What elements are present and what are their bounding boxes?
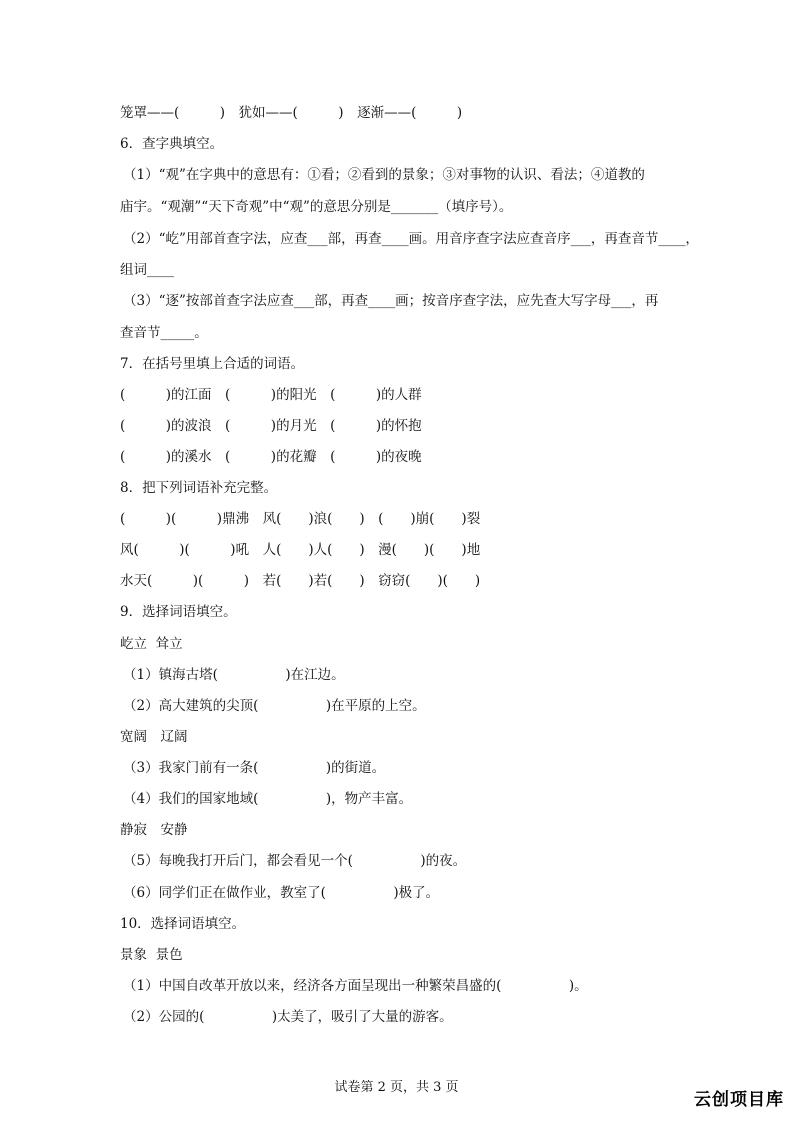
vocab-line: 笼罩——( ) 犹如——( ) 逐渐——( ) (120, 105, 463, 121)
question-9-item-2: （2）高大建筑的尖顶( )在平原的上空。 (123, 698, 426, 714)
question-7-row-3: ( )的溪水 ( )的花瓣 ( )的夜晚 (120, 449, 422, 465)
question-8-row-3: 水天( )( ) 若( )若( ) 窃窃( )( ) (120, 573, 481, 589)
question-9-item-3: （3）我家门前有一条( )的街道。 (123, 760, 386, 776)
question-8-row-1: ( )( )鼎沸 风( )浪( ) ( )崩( )裂 (120, 511, 481, 527)
question-10-title: 10．选择词语填空。 (120, 916, 246, 932)
question-9-word-pair-1: 屹立 耸立 (120, 636, 183, 652)
question-8-row-2: 风( )( )吼 人( )人( ) 漫( )( )地 (120, 542, 481, 558)
question-7-row-1: ( )的江面 ( )的阳光 ( )的人群 (120, 387, 422, 403)
question-9-item-6: （6）同学们正在做作业，教室了( )极了。 (123, 885, 440, 901)
question-6-2-line-2: 组词____ (120, 262, 174, 278)
question-6-1-line-2: 庙宇。“观潮”“天下奇观”中“观”的意思分别是_______（填序号）。 (120, 199, 513, 215)
question-9-word-pair-2: 宽阔 辽阔 (120, 729, 188, 745)
question-10-item-2: （2）公园的( )太美了，吸引了大量的游客。 (123, 1009, 453, 1025)
question-6-3-line-2: 查音节_____。 (120, 325, 208, 341)
question-6-1-line-1: （1）“观”在字典中的意思有：①看；②看到的景象；③对事物的认识、看法；④道教的 (123, 167, 645, 183)
question-9-word-pair-3: 静寂 安静 (120, 822, 188, 838)
page-footer: 试卷第 2 页，共 3 页 (334, 1080, 459, 1095)
question-9-item-5: （5）每晚我打开后门，都会看见一个( )的夜。 (123, 853, 467, 869)
question-7-row-2: ( )的波浪 ( )的月光 ( )的怀抱 (120, 418, 422, 434)
question-7-title: 7．在括号里填上合适的词语。 (120, 356, 305, 372)
question-9-item-1: （1）镇海古塔( )在江边。 (123, 667, 345, 683)
question-9-title: 9．选择词语填空。 (120, 604, 237, 620)
question-8-title: 8．把下列词语补充完整。 (120, 480, 278, 496)
question-10-word-pair: 景象 景色 (120, 947, 183, 963)
question-6-2-line-1: （2）“屹”用部首查字法，应查___部，再查____画。用音序查字法应查音序___，再查音节____， (123, 231, 699, 247)
question-6-3-line-1: （3）“逐”按部首查字法应查___部，再查____画；按音序查字法，应先查大写字母___，再 (123, 293, 659, 309)
question-10-item-1: （1）中国自改革开放以来，经济各方面呈现出一种繁荣昌盛的( )。 (123, 978, 588, 994)
watermark-logo-text: 云创项目库 (694, 1090, 784, 1110)
question-9-item-4: （4）我们的国家地域( )，物产丰富。 (123, 791, 413, 807)
question-6-title: 6．查字典填空。 (120, 136, 224, 152)
